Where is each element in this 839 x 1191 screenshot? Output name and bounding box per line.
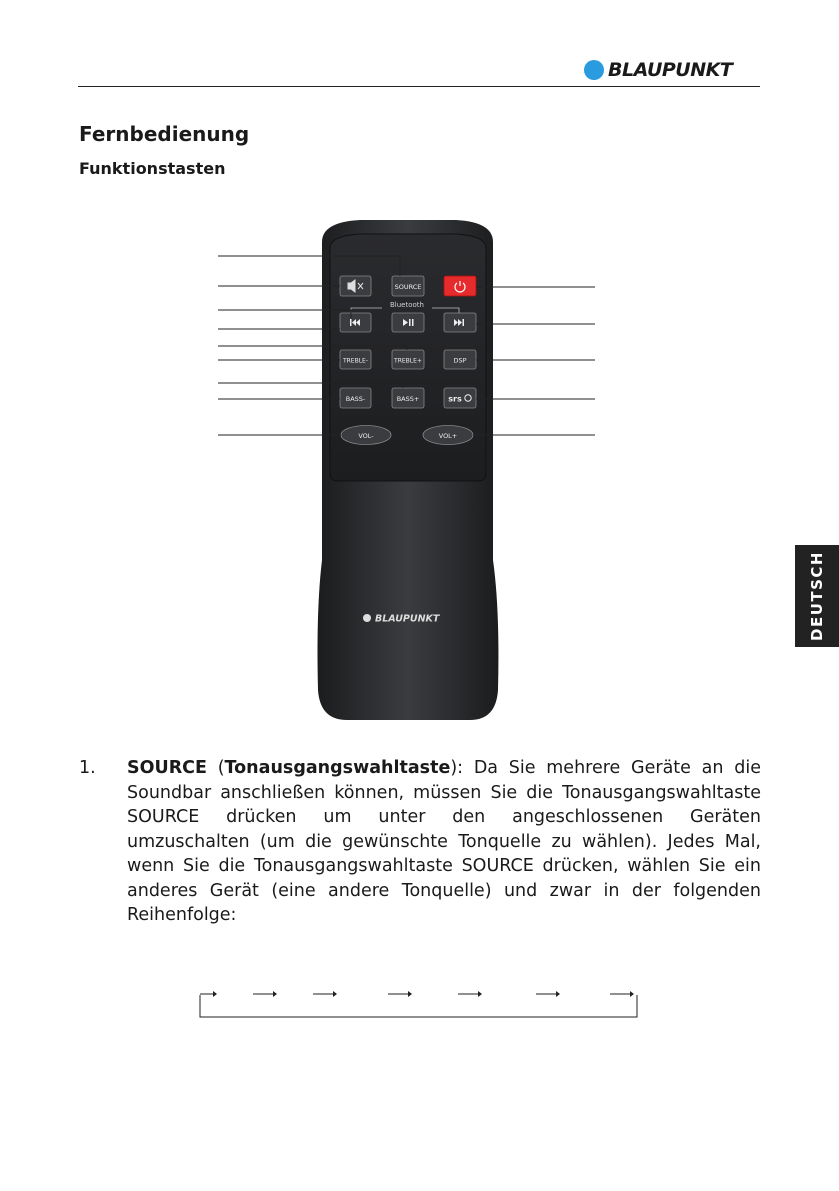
source-button[interactable] — [392, 276, 424, 296]
brand-name: BLAUPUNKT — [608, 59, 733, 81]
page-title: Fernbedienung — [79, 122, 250, 146]
flow-arrow-7 — [610, 991, 634, 997]
next-track-button[interactable] — [444, 313, 476, 332]
source-term: SOURCE — [127, 758, 207, 778]
language-tab-label: DEUTSCH — [808, 551, 826, 641]
list-number: 1. — [79, 758, 96, 778]
mute-button[interactable] — [340, 276, 371, 296]
flow-arrow-4 — [388, 991, 412, 997]
dsp-label: DSP — [453, 356, 467, 365]
source-explanation: Da Sie mehrere Geräte an die Soundbar anschließen können, müssen Sie die Tonausgangswahltaste SOURCE drücken um unter den angeschlossenen Geräten umzuschalten (um die gewünschte Tonquelle zu wählen). Jedes Mal, wenn Sie die Tonausgangswahltaste SOURCE drücken, wählen Sie ein anderes Gerät (eine andere Tonquelle) und zwar in der folgenden Reihenfolge: — [127, 758, 761, 925]
volume-up-label: VOL+ — [438, 432, 458, 440]
flow-arrow-3 — [313, 991, 337, 997]
flow-arrow-1 — [200, 991, 217, 997]
volume-up-button[interactable] — [423, 426, 473, 445]
source-term-de: Tonausgangswahltaste — [224, 758, 451, 778]
flow-arrow-5 — [458, 991, 482, 997]
srs-button[interactable] — [444, 388, 476, 408]
dsp-button[interactable] — [444, 350, 476, 369]
bluetooth-label: Bluetooth — [390, 301, 424, 309]
power-button[interactable] — [444, 276, 476, 296]
srs-label: srs — [448, 394, 462, 404]
volume-down-label: VOL- — [358, 432, 374, 440]
bass-plus-button[interactable] — [392, 388, 424, 408]
source-description — [79, 756, 761, 928]
bass-minus-button[interactable] — [340, 388, 371, 408]
source-button-label: SOURCE — [394, 283, 422, 291]
remote-logo — [363, 614, 441, 625]
prev-track-button[interactable] — [340, 313, 371, 332]
bass-plus-label: BASS+ — [396, 395, 420, 403]
flow-arrow-2 — [253, 991, 277, 997]
treble-plus-button[interactable] — [392, 350, 424, 369]
remote-logo-text: BLAUPUNKT — [375, 613, 440, 625]
source-order-diagram — [200, 991, 637, 1017]
treble-minus-button[interactable] — [340, 350, 371, 369]
bass-minus-label: BASS- — [345, 395, 366, 403]
treble-plus-label: TREBLE+ — [394, 357, 422, 365]
list-item-text: SOURCE (Tonausgangswahltaste): Da Sie mehrere Geräte an die Soundbar anschließen können, müssen Sie die Tonausgangswahltaste SOURCE drücken um unter den angeschlossenen Geräten umzuschalten (um die gewünschte Tonquelle zu wählen). Jedes Mal, wenn Sie die Tonausgangswahltaste SOURCE drücken, wählen Sie ein anderes Gerät (eine andere Tonquelle) und zwar in der folgenden Reihenfolge: — [127, 758, 761, 925]
flow-arrow-6 — [536, 991, 560, 997]
play-pause-button[interactable] — [392, 313, 424, 332]
section-title: Funktionstasten — [79, 159, 226, 178]
volume-down-button[interactable] — [341, 426, 391, 445]
treble-minus-label: TREBLE- — [342, 357, 369, 365]
